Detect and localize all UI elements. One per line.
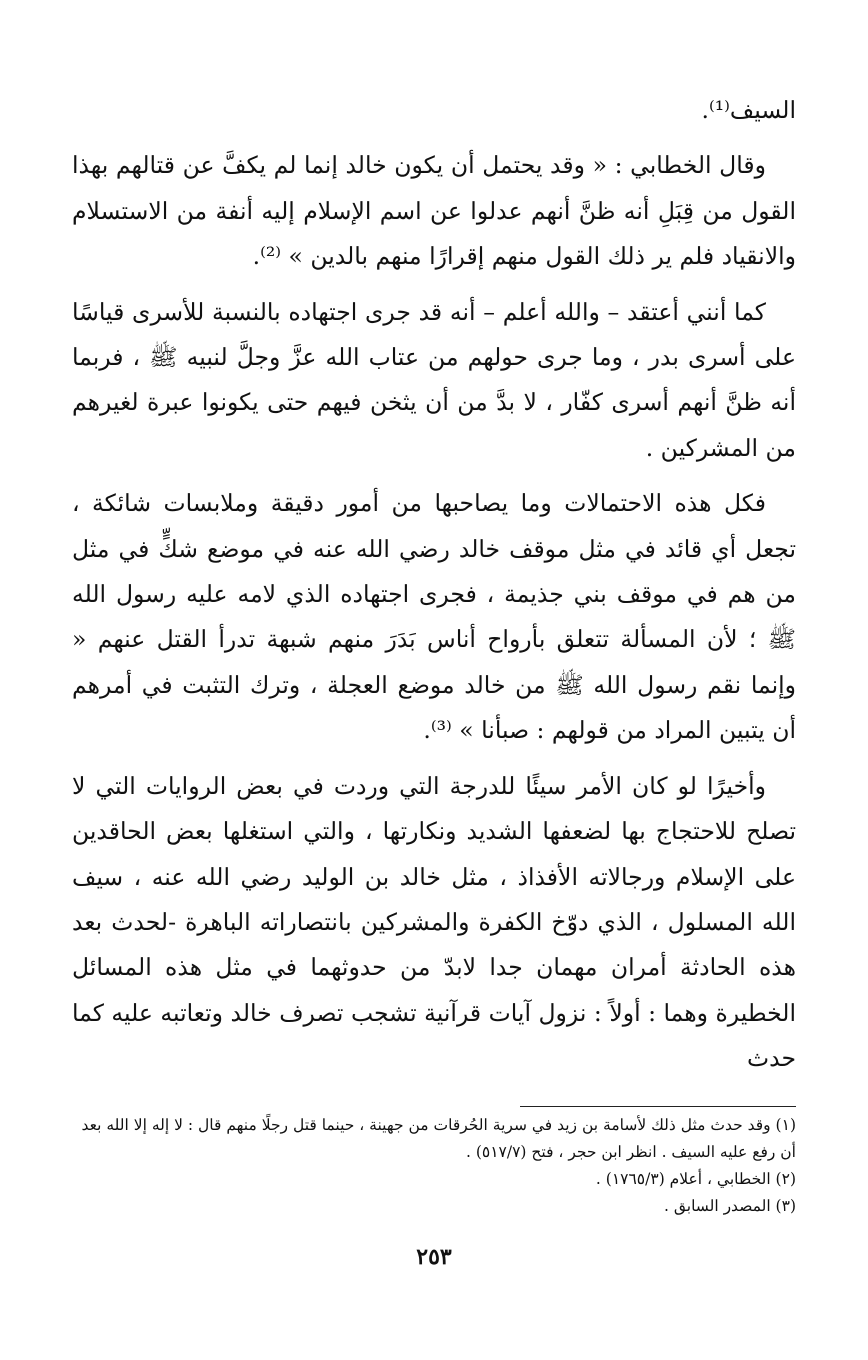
paragraph-3: كما أنني أعتقد – والله أعلم – أنه قد جرى اجتهاده بالنسبة للأسرى قياسًا على أسرى بدر ، وما جرى حولهم من عتاب الله عزَّ وجلَّ لنبيه ﷺ ، فربما أنه ظنَّ أنهم أسرى كفّار ، لا بدَّ من أن يثخن فيهم حتى يكونوا عبرة لغيرهم من المشركين . [72, 297, 796, 462]
footnote-3: (٣) المصدر السابق . [663, 1197, 796, 1215]
page-number: ٢٥٣ [416, 1244, 452, 1270]
footnote-2: (٢) الخطابي ، أعلام (١٧٦٥/٣) . [595, 1170, 796, 1188]
paragraph-1: السيف⁽¹⁾. [701, 96, 796, 124]
footnote-1: (١) وقد حدث مثل ذلك لأسامة بن زيد في سرية الحُرقات من جهينة ، حينما قتل رجلًا منهم قال : لا إله إلا الله بعد أن رفع عليه السيف . انظر ابن حجر ، فتح (٥١٧/٧) . [81, 1116, 796, 1161]
paragraph-2: وقال الخطابي : « وقد يحتمل أن يكون خالد إنما لم يكفَّ عن قتالهم بهذا القول من قِبَلِ أنه ظنَّ أنهم عدلوا عن اسم الإسلام إليه أنفة من الاستسلام والانقياد فلم ير ذلك القول منهم إقرارًا منهم بالدين » ⁽²⁾. [72, 151, 796, 271]
paragraph-5: وأخيرًا لو كان الأمر سيئًا للدرجة التي وردت في بعض الروايات التي لا تصلح للاحتجاج بها لضعفها الشديد ونكارتها ، والتي استغلها بعض الحاقدين على الإسلام ورجالاته الأفذاذ ، مثل خالد بن الوليد رضي الله عنه ، سيف الله المسلول ، الذي دوّخ الكفرة والمشركين بانتصاراته الباهرة -لحدث بعد هذه الحادثة أمران مهمان جدا لابدّ من حدوثهما في مثل هذه المسائل الخطيرة وهما : أولاً : نزول آيات قرآنية تشجب تصرف خالد وتعاتبه عليه كما حدث [72, 771, 796, 1073]
paragraph-4: فكل هذه الاحتمالات وما يصاحبها من أمور دقيقة وملابسات شائكة ، تجعل أي قائد في مثل موقف خالد رضي الله عنه في موضع شكٍّ في مثل من هم في موقف بني جذيمة ، فجرى اجتهاده الذي لامه عليه رسول الله ﷺ ؛ لأن المسألة تتعلق بأرواح أناس بَدَرَ منهم شبهة تدرأ القتل عنهم « وإنما نقم رسول الله ﷺ من خالد موضع العجلة ، وترك التثبت في أمرهم أن يتبين المراد من قولهم : صبأنا » ⁽³⁾. [72, 489, 796, 745]
main-text [72, 88, 796, 1092]
footnote-divider [520, 1106, 796, 1107]
footnotes [72, 1112, 796, 1220]
